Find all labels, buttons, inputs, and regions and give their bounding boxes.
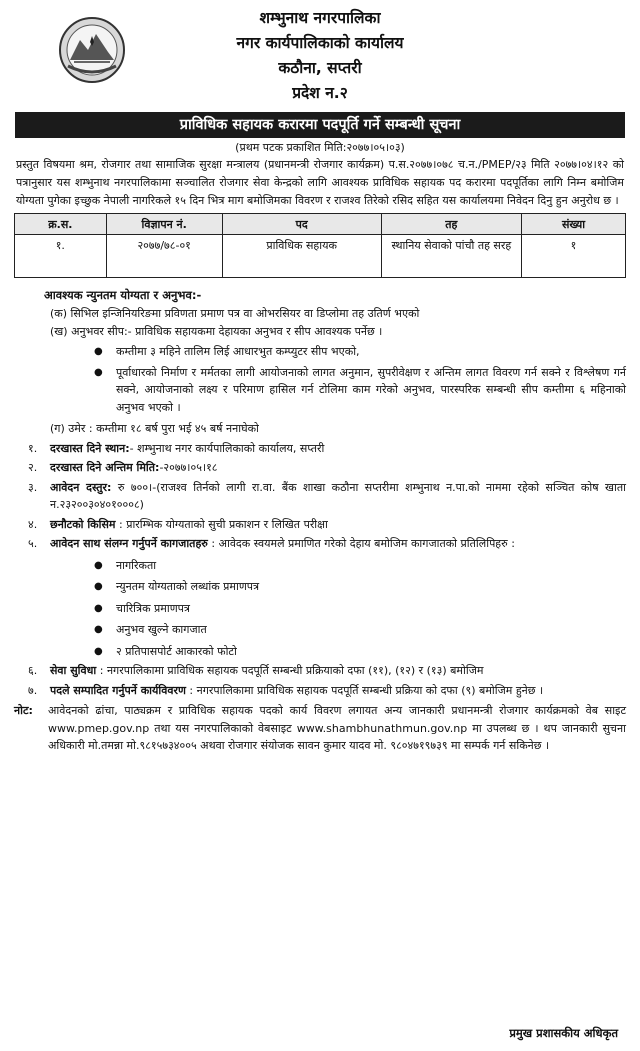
table-row bbox=[15, 235, 626, 278]
cell-ad-no: २०७७/७८-०१ bbox=[106, 235, 222, 278]
list-item: ६. सेवा सुविधा : नगरपालिकामा प्राविधिक सहायक पदपूर्ति सम्बन्धी प्रक्रियाको दफा (११), (१२) र (१३) बमोजिम bbox=[28, 664, 484, 677]
list-item: ४. छनौटको किसिम : प्रारम्भिक योग्यताको सुची प्रकाशन र लिखित परीक्षा bbox=[28, 517, 328, 531]
col-count: संख्या bbox=[522, 214, 626, 235]
cell-level: स्थानिय सेवाको पांचौ तह सरह bbox=[381, 235, 522, 278]
qualification-title: आवश्यक न्युनतम योग्यता र अनुभव:- bbox=[44, 288, 202, 302]
list-item: ३. आवेदन दस्तुर: रु ७००।-(राजश्व तिर्नको लागी रा.वा. बैंक शाखा कठौना सप्तरीमा शम्भुनाथ न.पा.को नाममा रहेको सञ्चित कोष खाता न.२३२००३०४०१०००८) bbox=[28, 480, 626, 511]
vacancy-table bbox=[14, 213, 626, 278]
cell-post: प्राविधिक सहायक bbox=[222, 235, 381, 278]
list-item: ● २ प्रतिपासपोर्ट आकारको फोटो bbox=[94, 643, 626, 661]
intro-paragraph: प्रस्तुत विषयमा श्रम, रोजगार तथा सामाजिक सुरक्षा मन्त्रालय (प्रधानमन्त्री रोजगार कार्यक्रम) प.स.२०७७।०७८ च.न./PMEP/२३ मिति २०७७।०४।१२ को पत्रानुसार यस शम्भुनाथ नगरपालिकामा सञ्चालित रोजगार सेवा केन्द्रको लागि आवश्यक प्राविधिक सहायक पद करारमा पदपूर्तिका लागि निम्न बमोजिम योग्यता पुगेका इच्छुक नेपाली नागरिकले १५ दिन भित्र माग बमोजिमका विवरण र राजश्व तिरेको रसिद सहित यस कार्यालयमा निवेदन दिनु हुन अनुरोध छ । bbox=[16, 158, 624, 207]
list-item: २. दरखास्त दिने अन्तिम मिति:-२०७७।०५।१८ bbox=[28, 461, 218, 474]
qualification-kha: (ख) अनुभवर सीप:- प्राविधिक सहायकमा देहायका अनुभव र सीप आवश्यक पर्नेछ । bbox=[50, 324, 383, 338]
office-name: नगर कार्यपालिकाको कार्यालय bbox=[236, 34, 404, 52]
list-item: ● नागरिकता bbox=[94, 557, 626, 575]
publish-date: (प्रथम पटक प्रकाशित मिति:२०७७।०५।०३) bbox=[235, 141, 405, 154]
cell-serial: १. bbox=[15, 235, 107, 278]
bullet-text: कम्तीमा ३ महिने तालिम लिई आधारभुत कम्प्युटर सीप भएको, bbox=[116, 345, 360, 358]
note-label: नोट: bbox=[14, 704, 33, 717]
list-item bbox=[94, 343, 626, 361]
list-item: ७. पदले सम्पादित गर्नुपर्ने कार्यविवरण : नगरपालिकामा प्राविधिक सहायक पदपूर्ति सम्बन्धी प्रक्रिया को दफा (९) बमोजिम हुनेछ । bbox=[28, 683, 544, 697]
document-list bbox=[94, 557, 626, 661]
list-item: ● अनुभव खुल्ने कागजात bbox=[94, 621, 626, 639]
bullet-icon: ● bbox=[94, 624, 103, 635]
list-item: ५. आवेदन साथ संलग्न गर्नुपर्ने कागजातहरु : आवेदक स्वयमले प्रमाणित गरेको देहाय बमोजिम कागजातको प्रतिलिपिहरु : bbox=[28, 537, 515, 550]
list-item: १. दरखास्त दिने स्थान:- शम्भुनाथ नगर कार्यपालिकाको कार्यालय, सप्तरी bbox=[28, 441, 325, 455]
col-ad-no: विज्ञापन नं. bbox=[106, 214, 222, 235]
bullet-icon: ● bbox=[94, 581, 103, 592]
province-name: प्रदेश न.२ bbox=[292, 84, 348, 102]
bullet-icon: ● bbox=[94, 366, 103, 378]
bullet-icon: ● bbox=[94, 645, 103, 657]
note-paragraph bbox=[14, 702, 626, 755]
list-item: ● न्युनतम योग्यताको लब्धांक प्रमाणपत्र bbox=[94, 578, 626, 596]
bullet-text: पूर्वाधारको निर्माण र मर्मतका लागी आयोजनाको लागत अनुमान, सुपरीवेक्षण र अन्तिम लागत विवरण गर्न सक्ने र विश्लेषण गर्न सक्ने, आयोजनाको लक्ष्य र परिमाण हासिल गर्न टोलिमा काम गरेको अनुभव, पारस्परिक सम्बन्धी सीप कम्तीमा ६ महिनाको अनुभव भएको । bbox=[116, 365, 626, 414]
notice-title: प्राविधिक सहायक करारमा पदपूर्ति गर्ने सम्बन्धी सूचना bbox=[15, 112, 625, 138]
col-post: पद bbox=[222, 214, 381, 235]
table-header-row bbox=[15, 214, 626, 235]
office-location: कठौना, सप्तरी bbox=[278, 59, 362, 77]
nepal-emblem-icon bbox=[58, 16, 126, 84]
municipality-name: शम्भुनाथ नगरपालिका bbox=[259, 9, 381, 27]
bullet-icon: ● bbox=[94, 602, 103, 614]
qualification-ga: (ग) उमेर : कम्तीमा १८ बर्ष पुरा भई ४५ बर्ष ननाघेको bbox=[50, 422, 259, 435]
bullet-icon: ● bbox=[94, 559, 103, 571]
list-item: ● चारित्रिक प्रमाणपत्र bbox=[94, 600, 626, 618]
list-item bbox=[94, 364, 626, 417]
bullet-icon: ● bbox=[94, 346, 103, 357]
qualification-ka: (क) सिभिल इन्जिनियरिङमा प्रविणता प्रमाण पत्र वा ओभरसियर वा डिप्लोमा तह उतिर्ण भएको bbox=[50, 307, 420, 320]
letterhead bbox=[14, 0, 626, 112]
signature-title: प्रमुख प्रशासकीय अधिकृत bbox=[509, 1026, 618, 1040]
note-text: आवेदनको ढांचा, पाठ्यक्रम र प्राविधिक सहायक पदको कार्य विवरण लगायत अन्य जानकारी प्रधानमन्त्री रोजगार कार्यक्रमको वेब साइट www.pmep.gov.np तथा यस नगरपालिकाको वेबसाइट www.shambhunathmun.gov.np मा उपलब्ध छ । थप जानकारी सुचना अधिकारी मो.तमन्ना मो.९८१५७३४००५ अथवा रोजगार संयोजक सावन कुमार यादव मो. ९८०४७१९७३९ मा सम्पर्क गर्न सकिनेछ । bbox=[48, 704, 626, 752]
col-serial: क्र.स. bbox=[15, 214, 107, 235]
col-level: तह bbox=[381, 214, 522, 235]
cell-count: १ bbox=[522, 235, 626, 278]
